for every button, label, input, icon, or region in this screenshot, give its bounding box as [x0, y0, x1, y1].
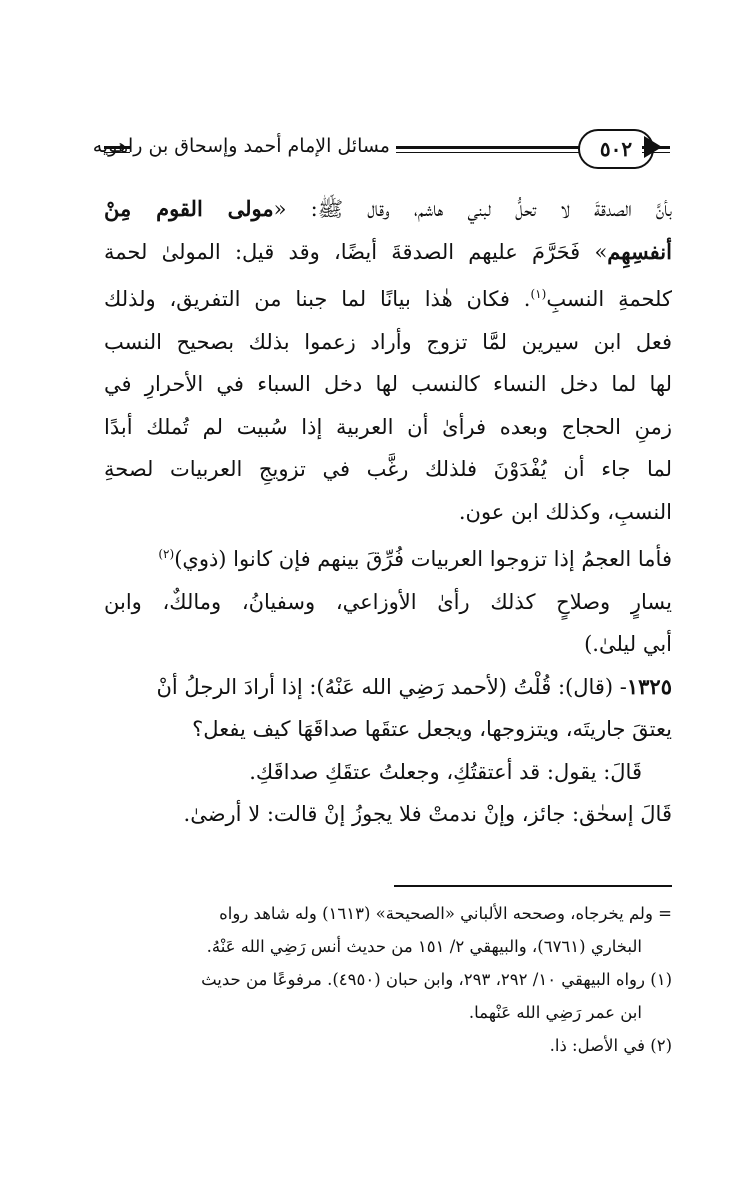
page-header: [92, 128, 670, 174]
header-rule-right: [642, 146, 670, 153]
text-line: فعل ابن سيرين لمَّا تزوج وأراد زعموا بذلك بصحيح النسب: [104, 329, 672, 354]
main-text: [104, 188, 672, 836]
text-line: زمنِ الحجاج وبعده فرأىٰ أن العربية إذا سُبيت لم تُملك أبدًا: [104, 414, 672, 439]
page-number: ٥٠٢: [599, 137, 633, 161]
text-line: يسارٍ وصلاحٍ كذلك رأىٰ الأوزاعي، وسفيانُ، ومالكٌ، وابن: [104, 589, 672, 614]
question-number: ١٣٢٥: [626, 673, 672, 699]
text-line: [104, 273, 672, 321]
text-segment: بأنَّ الصدقةَ لا تحلُّ لبني هاشم، وقال ﷺ: «: [273, 197, 672, 221]
text-line: أبي ليلىٰ.): [584, 632, 672, 656]
running-title: مسائل الإمام أحمد وإسحاق بن راهويه: [92, 135, 390, 157]
text-line: لها لما دخل النساء كالنسب لها دخل السباء في الأحرارِ في: [104, 372, 672, 396]
text-segment: - (قال): قُلْتُ (لأحمد رَضِي الله عَنْهُ): إذا أرادَ الرجلُ أنْ: [156, 674, 627, 699]
text-line: [104, 188, 672, 231]
text-segment: . فكان هٰذا بيانًا لما جبنا من التفريق، ولذلك: [104, 287, 531, 311]
text-line: [104, 533, 672, 581]
hadith-quote: مولى القوم مِنْ: [104, 196, 274, 221]
footnote-line: (٢) في الأصل: ذا.: [549, 1036, 672, 1055]
text-segment: » فَحَرَّمَ عليهم الصدقةَ أيضًا، وقد قيل: المولىٰ لحمة: [104, 239, 608, 264]
footnote-ref: (٢): [158, 547, 175, 561]
text-segment: فأما العجمُ إذا تزوجوا العربيات فُرِّقَ بينهم فإن كانوا (ذوي): [174, 547, 672, 571]
footnote-separator: [394, 885, 672, 887]
text-line: [104, 231, 672, 274]
text-line: يعتقَ جاريتَه، ويتزوجها، ويجعل عتقَها صداقَهَا كيف يفعل؟: [192, 717, 672, 741]
hadith-quote: أنفسِهِم: [607, 238, 672, 264]
footnote-line: ابن عمر رَضِي الله عَنْهما.: [468, 1003, 642, 1022]
text-line: لما جاء أن يُفْدَوْنَ فلذلك رغَّب في تزويجِ العربيات لصحةِ: [104, 457, 672, 481]
footnotes: [104, 897, 672, 1062]
footnote-line: (١) رواه البيهقي ١٠/ ٢٩٢، ٢٩٣، وابن حبان (٤٩٥٠). مرفوعًا من حديث: [201, 970, 672, 989]
header-rule-middle: [396, 146, 586, 153]
text-line: [104, 666, 672, 709]
footnote-line: = ولم يخرجاه، وصححه الألباني «الصحيحة» (١٦١٣) وله شاهد رواه: [219, 904, 672, 923]
text-segment: كلحمةِ النسبِ: [546, 287, 672, 311]
text-line: النسبِ، وكذلك ابن عون.: [458, 499, 672, 524]
footnote-line: البخاري (٦٧٦١)، والبيهقي ٢/ ١٥١ من حديث أنس رَضِي الله عَنْهُ.: [206, 937, 642, 956]
text-line: قَالَ إسحٰق: جائز، وإنْ ندمتْ فلا يجوزُ إنْ قالت: لا أرضىٰ.: [183, 802, 672, 826]
footnote-ref: (١): [530, 287, 547, 301]
text-line: قَالَ: يقول: قد أعتقتُكِ، وجعلتُ عتقَكِ صداقَكِ.: [249, 759, 642, 784]
